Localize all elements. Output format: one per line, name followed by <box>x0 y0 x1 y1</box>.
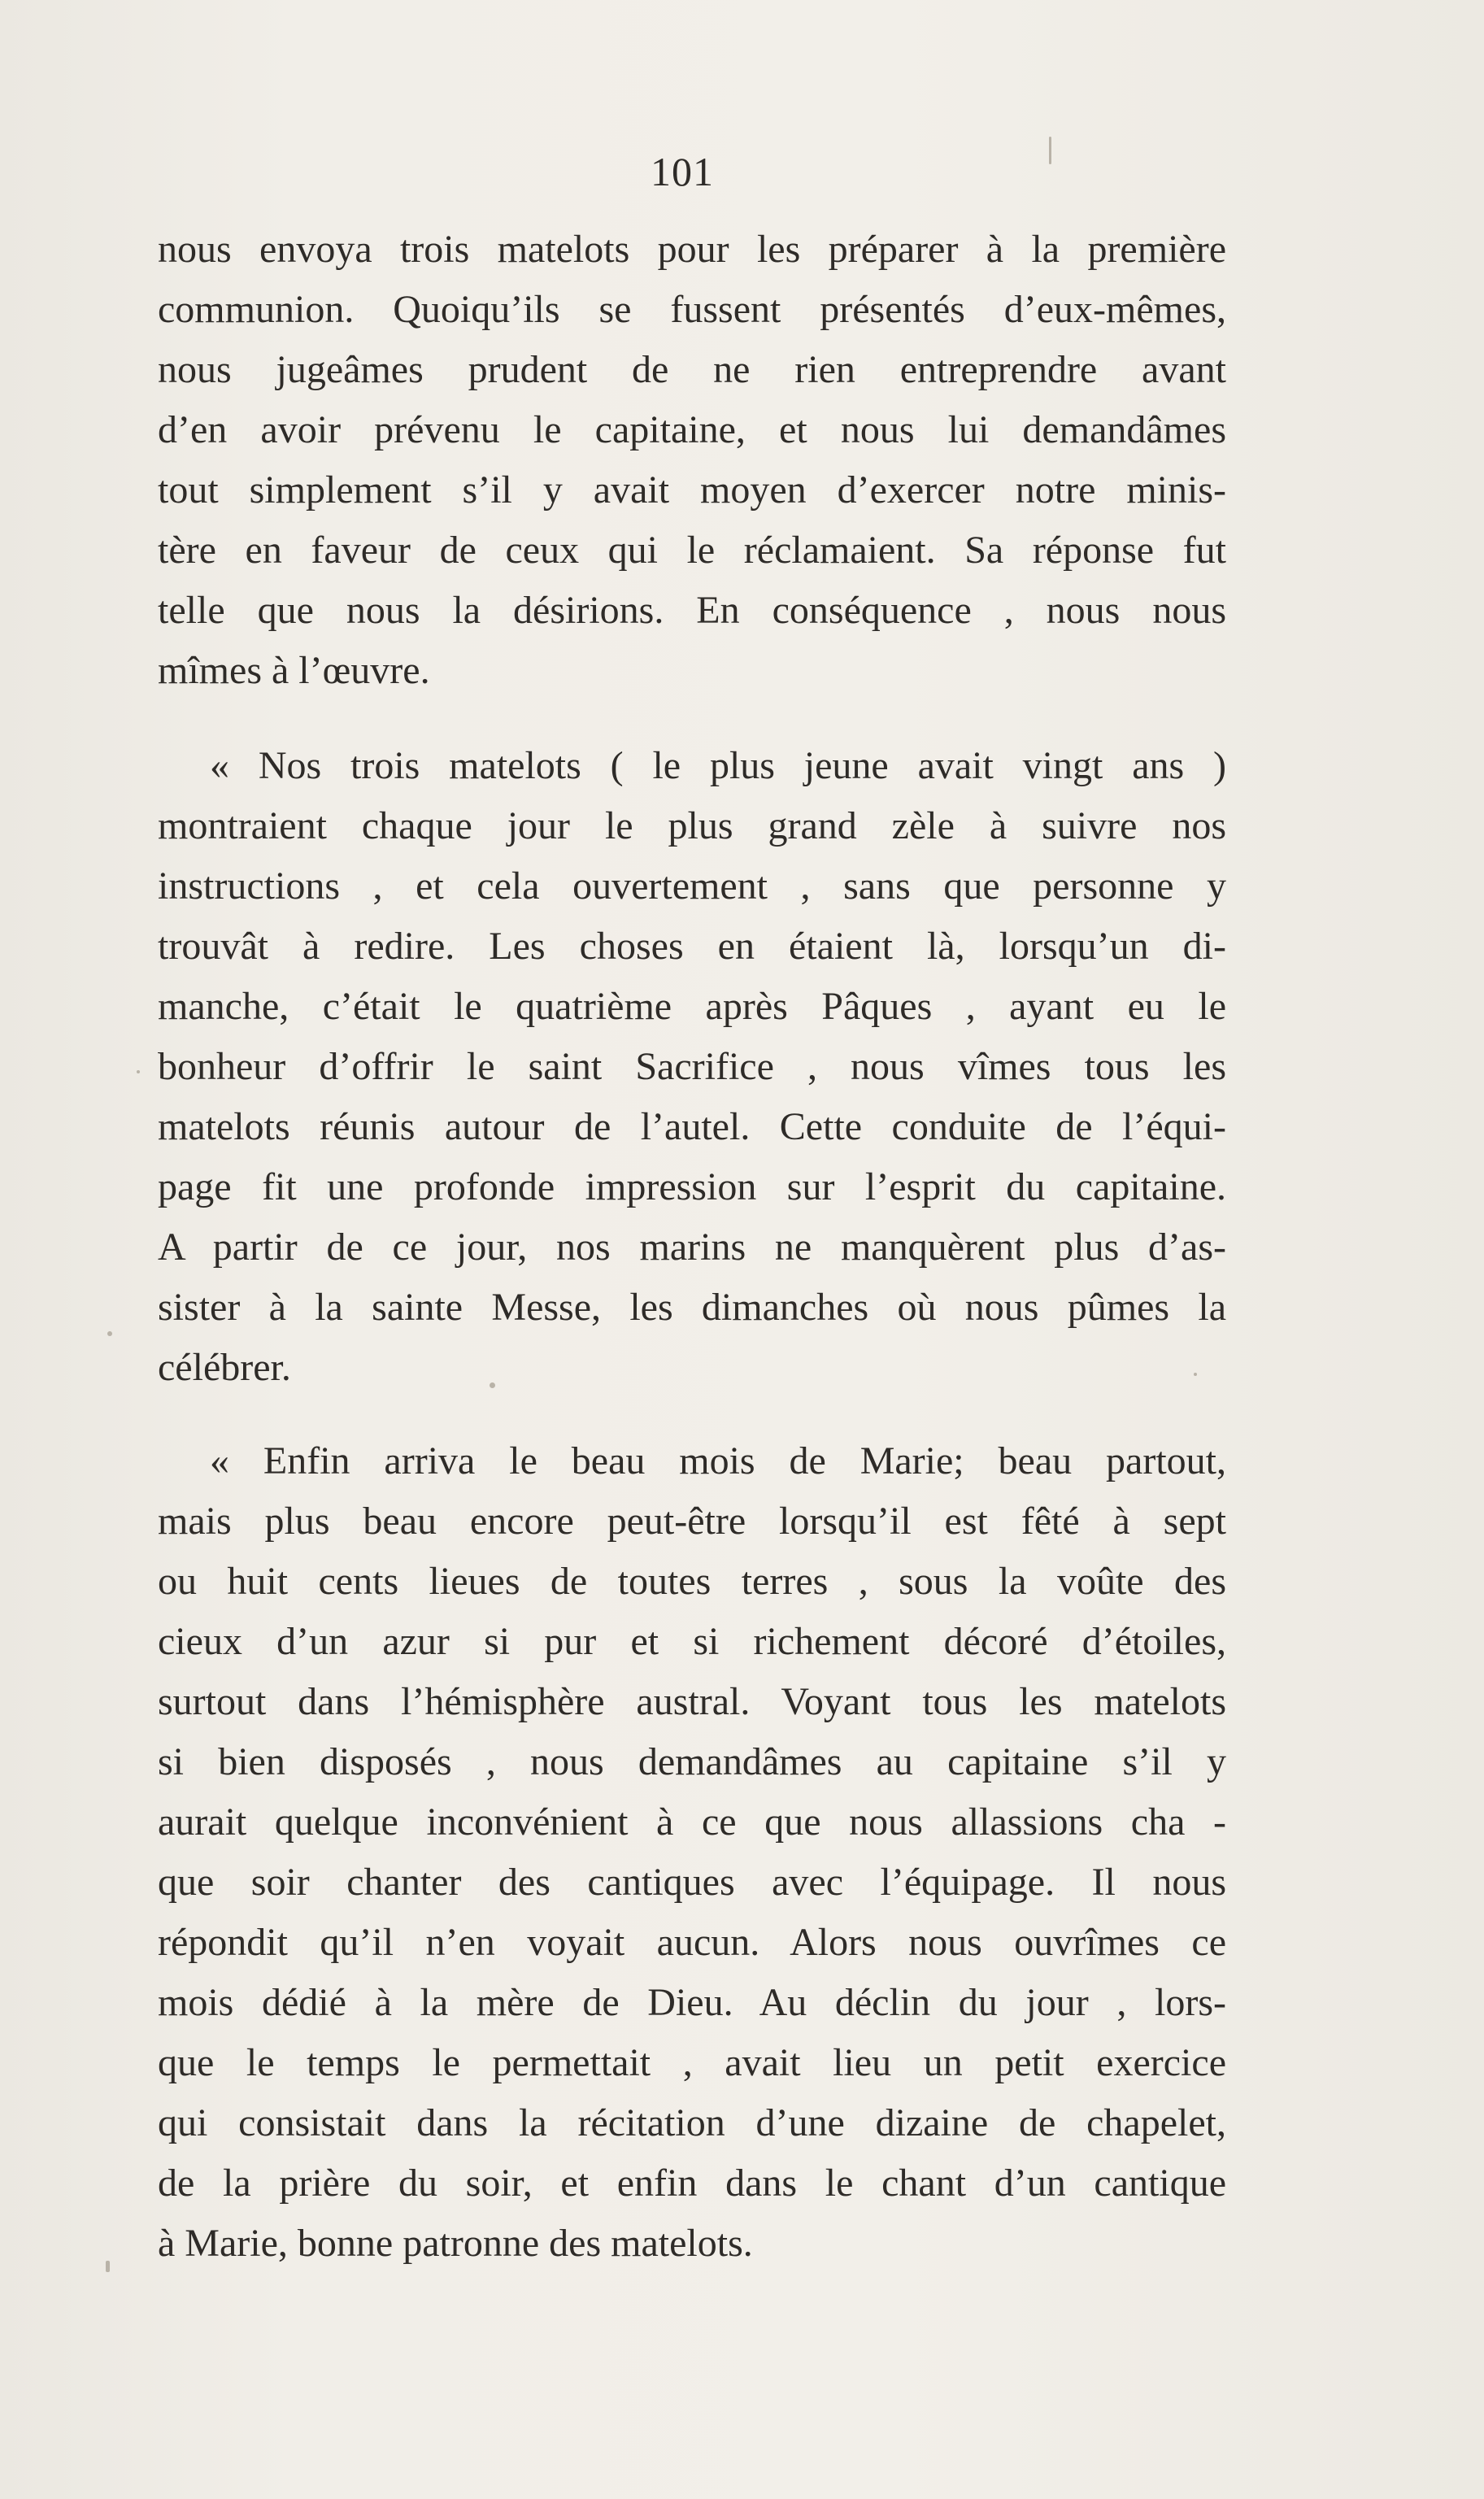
paragraph-2 <box>158 736 1226 1398</box>
paper-speck <box>107 1331 112 1336</box>
text-line: nous jugeâmes prudent de ne rien entreprendre avant <box>158 348 1226 391</box>
text-line: ou huit cents lieues de toutes terres , sous la voûte des <box>158 1560 1226 1603</box>
text-line: cieux d’un azur si pur et si richement décoré d’étoiles, <box>158 1620 1226 1663</box>
text-line: matelots réunis autour de l’autel. Cette conduite de l’équi- <box>158 1105 1226 1148</box>
text-line: mîmes à l’œuvre. <box>158 649 430 692</box>
text-line: si bien disposés , nous demandâmes au capitaine s’il y <box>158 1740 1226 1783</box>
text-line: page fit une profonde impression sur l’esprit du capitaine. <box>158 1165 1226 1208</box>
text-line: tère en faveur de ceux qui le réclamaient. Sa réponse fut <box>158 529 1226 572</box>
paper-speck <box>106 2261 110 2272</box>
text-line: instructions , et cela ouvertement , sans que personne y <box>158 864 1226 908</box>
text-line: bonheur d’offrir le saint Sacrifice , nous vîmes tous les <box>158 1045 1226 1088</box>
text-line: mois dédié à la mère de Dieu. Au déclin du jour , lors- <box>158 1981 1226 2024</box>
text-line: que soir chanter des cantiques avec l’équipage. Il nous <box>158 1861 1226 1904</box>
text-line: montraient chaque jour le plus grand zèle à suivre nos <box>158 804 1226 847</box>
text-line: sister à la sainte Messe, les dimanches où nous pûmes la <box>158 1286 1226 1329</box>
text-line: manche, c’était le quatrième après Pâques , ayant eu le <box>158 985 1226 1028</box>
text-line: surtout dans l’hémisphère austral. Voyant tous les matelots <box>158 1680 1226 1723</box>
text-line: de la prière du soir, et enfin dans le chant d’un cantique <box>158 2162 1226 2205</box>
paper-speck <box>137 1070 140 1073</box>
text-line: nous envoya trois matelots pour les préparer à la première <box>158 228 1226 271</box>
paragraph-3 <box>158 1431 1226 2274</box>
text-line: à Marie, bonne patronne des matelots. <box>158 2222 753 2265</box>
paper-speck <box>1049 137 1051 164</box>
text-line: A partir de ce jour, nos marins ne manquèrent plus d’as- <box>158 1226 1226 1269</box>
text-line: communion. Quoiqu’ils se fussent présentés d’eux-mêmes, <box>158 288 1226 331</box>
text-line: d’en avoir prévenu le capitaine, et nous lui demandâmes <box>158 408 1226 451</box>
text-line: qui consistait dans la récitation d’une dizaine de chapelet, <box>158 2101 1226 2144</box>
page-number: 101 <box>651 149 714 194</box>
text-line: que le temps le permettait , avait lieu un petit exercice <box>158 2041 1226 2084</box>
text-line: tout simplement s’il y avait moyen d’exercer notre minis- <box>158 468 1226 512</box>
paragraph-1 <box>158 220 1226 701</box>
paper-speck <box>1194 1373 1197 1376</box>
text-line: « Nos trois matelots ( le plus jeune avait vingt ans ) <box>210 744 1226 787</box>
text-line: « Enfin arriva le beau mois de Marie; beau partout, <box>210 1439 1226 1482</box>
text-line: aurait quelque inconvénient à ce que nous allassions cha - <box>158 1800 1226 1844</box>
paper-speck <box>490 1382 495 1388</box>
text-line: telle que nous la désirions. En conséquence , nous nous <box>158 589 1226 632</box>
text-line: célébrer. <box>158 1346 291 1389</box>
text-line: mais plus beau encore peut-être lorsqu’il est fêté à sept <box>158 1500 1226 1543</box>
text-line: répondit qu’il n’en voyait aucun. Alors nous ouvrîmes ce <box>158 1921 1226 1964</box>
text-line: trouvât à redire. Les choses en étaient là, lorsqu’un di- <box>158 925 1226 968</box>
